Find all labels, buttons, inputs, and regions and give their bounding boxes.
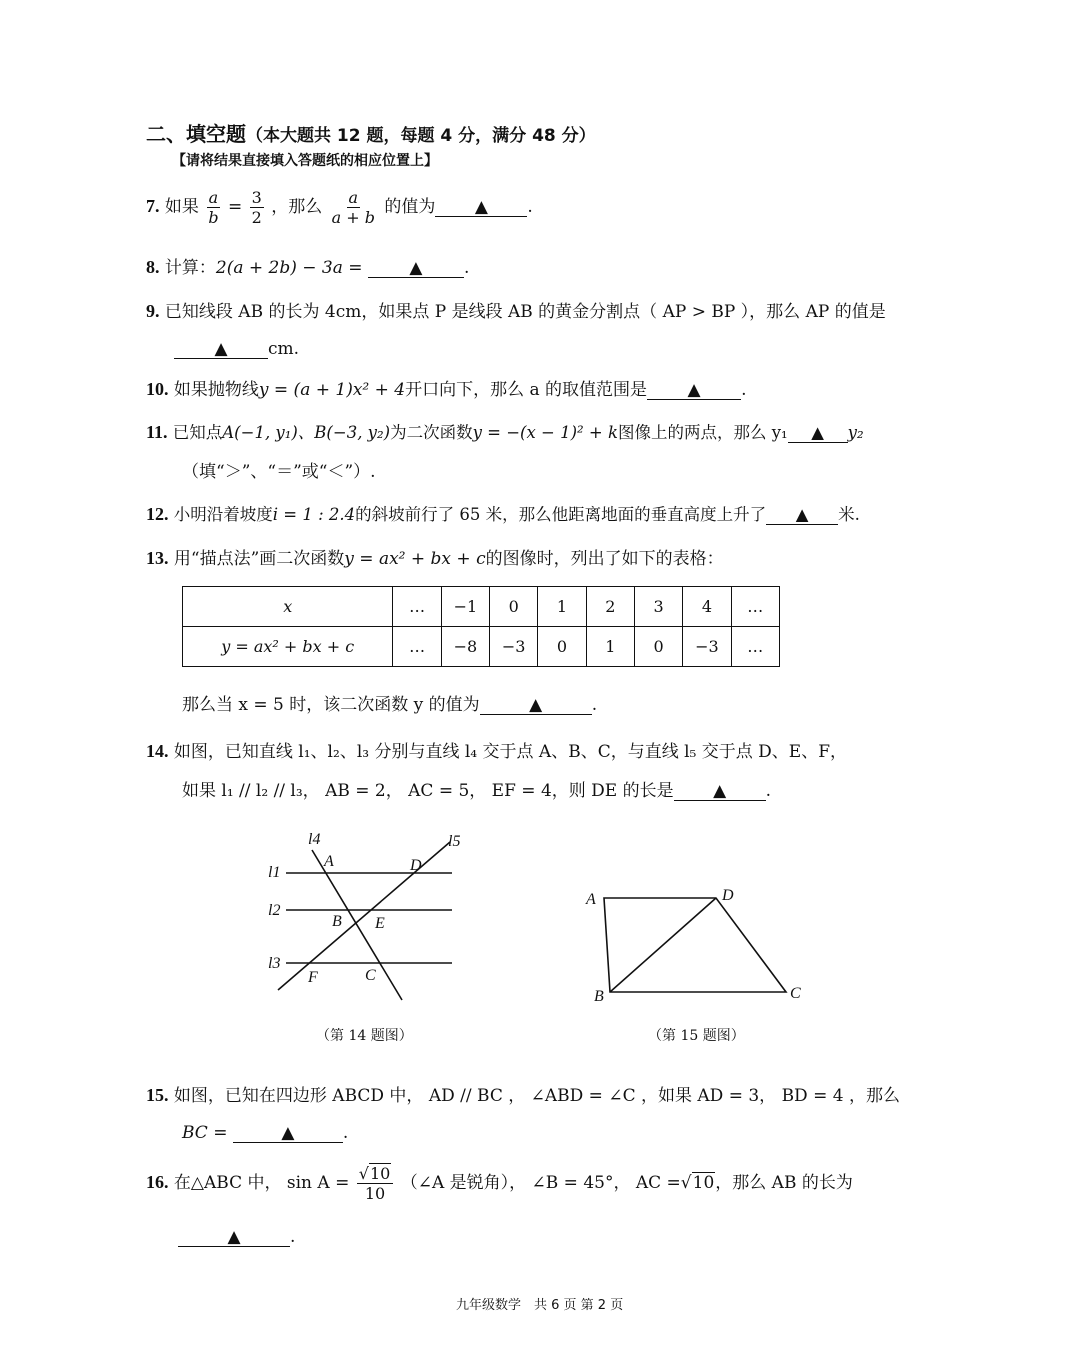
q10-text-2: 开口向下，那么 a 的取值范围是 — [405, 380, 648, 400]
q14-line-2-text: 如果 l₁ // l₂ // l₃， AB = 2， AC = 5， EF = 4，则 DE 的长是 — [182, 781, 674, 801]
q8-end: . — [463, 258, 470, 278]
section-info: （本大题共 12 题，每题 4 分，满分 48 分） — [246, 126, 596, 146]
table-cell: … — [393, 587, 441, 627]
q13-answer-blank[interactable] — [480, 696, 592, 715]
q7-text-3: 的值为 — [384, 197, 436, 217]
label-B: B — [594, 988, 604, 1005]
q10-number: 10. — [146, 379, 169, 399]
q12-text-1: 小明沿着坡度 — [173, 505, 273, 524]
q13-number: 13. — [146, 548, 169, 568]
q15-line-2-text: BC = — [182, 1123, 228, 1143]
q10-answer-blank[interactable] — [647, 381, 741, 400]
q16-text-2: （∠A 是锐角）， ∠B = 45°， AC = — [400, 1173, 681, 1193]
q11-marker: ▲ — [811, 423, 824, 442]
q16-answer-blank[interactable] — [178, 1228, 290, 1247]
q16-fraction-sqrt10-over-10: $\frac{√10}{10}$ — [357, 1164, 394, 1203]
q16-sqrt10: 10 — [692, 1173, 715, 1193]
q14-end: . — [765, 781, 772, 801]
table-cell: 0 — [490, 587, 538, 627]
q13-value-table — [182, 586, 780, 667]
q7-frac2-den: 2 — [251, 208, 262, 227]
q11-text-2: 为二次函数 — [390, 423, 473, 442]
question-14-line-2 — [182, 780, 771, 802]
figure-14 — [250, 820, 490, 1060]
table-cell: … — [731, 627, 779, 667]
q16-marker: ▲ — [227, 1227, 241, 1247]
label-l2: l2 — [268, 902, 281, 919]
q11-points: A(−1, y₁)、B(−3, y₂) — [222, 423, 391, 442]
question-11-line-2: （填“＞”、“＝”或“＜”）. — [182, 462, 376, 482]
question-13-after — [182, 694, 597, 716]
q8-number: 8. — [146, 257, 160, 277]
table-cell: −8 — [441, 627, 489, 667]
table-cell: −3 — [683, 627, 731, 667]
question-12 — [146, 503, 860, 526]
q7-marker: ▲ — [474, 197, 488, 217]
q16-frac-den: 10 — [364, 1184, 386, 1203]
table-cell-x-header: x — [183, 587, 393, 627]
question-16-line-2 — [178, 1226, 295, 1248]
table-row — [183, 627, 780, 667]
q12-answer-blank[interactable] — [766, 506, 838, 525]
label-C: C — [790, 985, 801, 1002]
q14-number: 14. — [146, 741, 169, 761]
q8-answer-blank[interactable] — [368, 259, 464, 278]
q16-number: 16. — [146, 1172, 169, 1192]
q9-unit: cm. — [268, 339, 300, 359]
q11-expression: y = −(x − 1)² + k — [472, 423, 618, 442]
question-15-line-2 — [182, 1122, 348, 1144]
label-B: B — [332, 913, 342, 930]
label-A: A — [324, 853, 334, 870]
q9-answer-blank[interactable] — [174, 340, 268, 359]
page-footer: 九年级数学 共 6 页 第 2 页 — [456, 1298, 624, 1313]
question-10 — [146, 378, 746, 401]
label-D: D — [410, 857, 422, 874]
question-9 — [146, 300, 886, 323]
q7-text-1: 如果 — [164, 197, 199, 217]
q9-number: 9. — [146, 301, 160, 321]
q13-text-2: 的图像时，列出了如下的表格： — [485, 549, 724, 569]
q8-text-1: 计算： — [164, 258, 216, 278]
table-cell: 2 — [586, 587, 634, 627]
label-C: C — [365, 967, 376, 984]
q13-marker: ▲ — [529, 695, 543, 715]
table-cell: 0 — [538, 627, 586, 667]
q11-text-4: y₂ — [847, 423, 864, 442]
q13-text-1: 用“描点法”画二次函数 — [173, 549, 345, 569]
q13-after-text: 那么当 x = 5 时，该二次函数 y 的值为 — [182, 695, 480, 715]
q15-end: . — [342, 1123, 349, 1143]
question-14 — [146, 740, 847, 763]
diagonal-bd — [610, 898, 716, 992]
label-A: A — [586, 891, 596, 908]
q11-answer-blank[interactable] — [788, 424, 848, 443]
q7-answer-blank[interactable] — [435, 198, 527, 217]
label-l5: l5 — [448, 833, 461, 850]
q16-frac-num: 10 — [369, 1164, 391, 1183]
q12-number: 12. — [146, 504, 169, 524]
label-F: F — [308, 969, 318, 986]
question-11 — [146, 421, 864, 444]
q12-unit: 米. — [838, 505, 860, 524]
q16-end: . — [290, 1227, 296, 1247]
table-cell: 1 — [538, 587, 586, 627]
q7-frac1-num: a — [208, 188, 219, 207]
q7-frac2-num: 3 — [251, 188, 262, 207]
q15-line-1: 如图，已知在四边形 ABCD 中， AD // BC ， ∠ABD = ∠C ，如果 AD = 3， BD = 4 ，那么 — [173, 1086, 900, 1106]
q12-text-2: 的斜坡前行了 65 米，那么他距离地面的垂直高度上升了 — [355, 505, 767, 524]
table-cell: 3 — [634, 587, 682, 627]
q15-number: 15. — [146, 1085, 169, 1105]
section-title-text: 二、填空题 — [146, 122, 246, 146]
question-7: 7. 如果 $\frac{a}{b}$ = $\frac{3}{2}$ ，那么 $\frac{a}{a + b}$ 的值为 ▲ . — [146, 188, 533, 227]
q7-frac3-num: a — [348, 188, 359, 207]
question-9-line-2 — [174, 338, 299, 360]
label-l3: l3 — [268, 955, 281, 972]
question-13 — [146, 547, 724, 570]
q15-answer-blank[interactable] — [233, 1124, 343, 1143]
table-row — [183, 587, 780, 627]
q16-text-1: 在△ABC 中， sin A = — [173, 1173, 350, 1193]
q7-frac3-den: a + b — [331, 208, 375, 227]
section-title — [146, 118, 596, 147]
q10-expression: y = (a + 1)x² + 4 — [258, 380, 406, 400]
q7-text-2: ，那么 — [271, 197, 323, 217]
q7-end: . — [527, 197, 533, 217]
table-cell: 1 — [586, 627, 634, 667]
table-cell: 0 — [634, 627, 682, 667]
quadrilateral-abcd — [604, 898, 786, 992]
line-l5 — [278, 842, 450, 990]
question-8 — [146, 256, 469, 279]
q8-marker: ▲ — [409, 258, 423, 278]
figure-15-caption: （第 15 题图） — [648, 1028, 745, 1044]
q7-fraction-32 — [250, 188, 264, 227]
q14-answer-blank[interactable] — [674, 782, 766, 801]
q13-expression: y = ax² + bx + c — [344, 549, 486, 569]
section-instruction: 【请将结果直接填入答题纸的相应位置上】 — [172, 153, 438, 169]
question-16: 16. 在△ABC 中， sin A = $\frac{√10}{10}$ （∠A 是锐角）， ∠B = 45°， AC =√10，那么 AB 的长为 — [146, 1164, 853, 1203]
q14-line-1: 如图，已知直线 l₁、l₂、l₃ 分别与直线 l₄ 交于点 A、B、C，与直线 l₅ 交于点 D、E、F， — [173, 742, 848, 762]
q13-end: . — [591, 695, 598, 715]
label-l1: l1 — [268, 864, 281, 881]
table-cell: 4 — [683, 587, 731, 627]
q10-text-1: 如果抛物线 — [173, 380, 259, 400]
q12-marker: ▲ — [795, 505, 809, 524]
q11-text-1: 已知点 — [172, 423, 223, 442]
q11-text-3: 图像上的两点，那么 y₁ — [617, 423, 788, 442]
q16-text-3: ，那么 AB 的长为 — [715, 1173, 853, 1193]
q15-marker: ▲ — [281, 1123, 295, 1143]
q7-fraction-target — [330, 188, 377, 227]
q14-marker: ▲ — [713, 781, 727, 801]
q7-number: 7. — [146, 196, 160, 216]
q9-marker: ▲ — [214, 339, 228, 359]
q9-text-1: 已知线段 AB 的长为 4cm，如果点 P 是线段 AB 的黄金分割点（ AP > BP ），那么 AP 的值是 — [164, 302, 886, 322]
q7-frac1-den: b — [208, 208, 219, 227]
q12-expression: i = 1 : 2.4 — [272, 505, 356, 524]
label-l4: l4 — [308, 831, 321, 848]
question-15 — [146, 1084, 900, 1107]
q7-fraction-ab — [206, 188, 220, 227]
q10-marker: ▲ — [687, 380, 701, 400]
label-E: E — [375, 915, 385, 932]
table-cell-y-header: y = ax² + bx + c — [183, 627, 393, 667]
q10-end: . — [741, 380, 747, 400]
table-cell: … — [393, 627, 441, 667]
figure-14-caption: （第 14 题图） — [316, 1028, 413, 1044]
table-cell: … — [731, 587, 779, 627]
label-D: D — [722, 887, 734, 904]
figure-15 — [576, 876, 816, 1016]
table-cell: −1 — [441, 587, 489, 627]
q11-number: 11. — [146, 422, 168, 442]
q8-expression: 2(a + 2b) − 3a = — [215, 258, 363, 278]
table-cell: −3 — [490, 627, 538, 667]
